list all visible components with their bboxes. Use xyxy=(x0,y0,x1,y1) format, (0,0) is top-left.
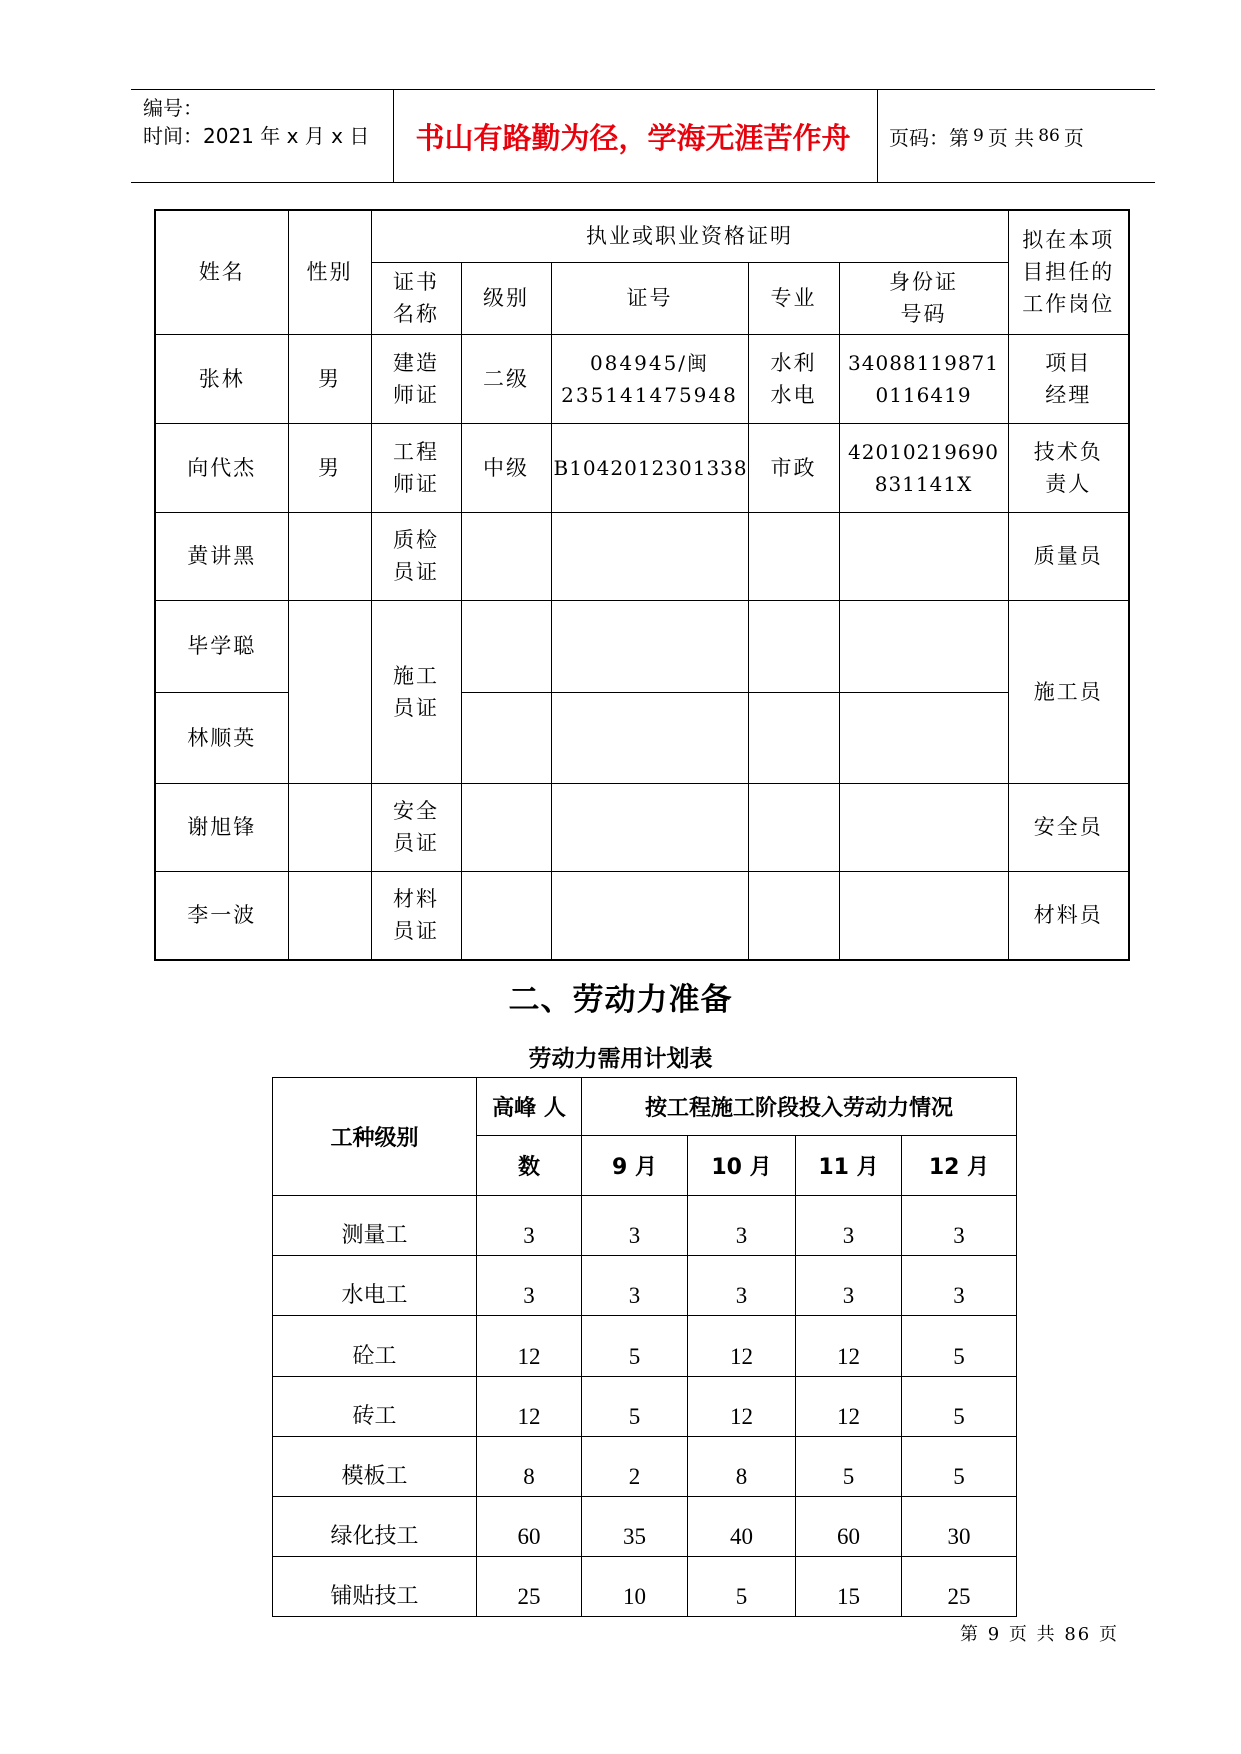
major-cell xyxy=(748,871,839,960)
header-level: 级别 xyxy=(461,262,551,334)
table-row xyxy=(155,871,1129,960)
table-row xyxy=(155,423,1129,512)
header-month: 11 月 xyxy=(796,1136,902,1196)
cert-cell: 施工员证 xyxy=(371,600,461,783)
id-line: 0116419 xyxy=(875,382,972,407)
level-cell xyxy=(461,600,551,692)
major-cell xyxy=(748,692,839,783)
table-row xyxy=(273,1316,1017,1376)
trade-cell: 测量工 xyxy=(273,1196,477,1256)
value-cell: 3 xyxy=(477,1256,582,1316)
id-cell xyxy=(839,512,1008,600)
page-suffix: 页 xyxy=(1063,125,1084,150)
header-month: 9 月 xyxy=(582,1136,688,1196)
cert-no-cell xyxy=(551,692,748,783)
position-cell: 项目经理 xyxy=(1008,334,1129,423)
table-row xyxy=(273,1196,1017,1256)
value-cell: 60 xyxy=(796,1496,902,1556)
value-cell: 60 xyxy=(477,1496,582,1556)
table-row xyxy=(155,600,1129,692)
id-cell xyxy=(839,692,1008,783)
serial-label: 编号： xyxy=(143,96,203,120)
id-line: 42010219690 xyxy=(848,439,1000,464)
name-cell: 张林 xyxy=(155,334,288,423)
cert-no-cell: B1042012301338 xyxy=(551,423,748,512)
position-cell: 安全员 xyxy=(1008,783,1129,871)
id-line: 34088119871 xyxy=(848,350,1000,375)
level-cell xyxy=(461,871,551,960)
labour-table-title: 劳动力需用计划表 xyxy=(528,1046,713,1072)
labour-table xyxy=(272,1077,1017,1617)
value-cell: 5 xyxy=(902,1376,1017,1436)
header-trade: 工种级别 xyxy=(273,1078,477,1196)
header-motto: 书山有路勤为径，学海无涯苦作舟 xyxy=(415,120,851,155)
table-row xyxy=(155,334,1129,423)
value-cell: 3 xyxy=(796,1196,902,1256)
gender-cell xyxy=(288,512,371,600)
time-label: 时间：2021 年 x 月 x 日 xyxy=(143,124,370,148)
value-cell: 3 xyxy=(688,1196,796,1256)
value-cell: 8 xyxy=(477,1436,582,1496)
value-cell: 25 xyxy=(902,1556,1017,1616)
value-cell: 12 xyxy=(796,1316,902,1376)
header-qualification: 执业或职业资格证明 xyxy=(371,210,1008,262)
gender-cell xyxy=(288,871,371,960)
value-cell: 5 xyxy=(902,1316,1017,1376)
major-cell: 市政 xyxy=(748,423,839,512)
header-cert-name: 证书名称 xyxy=(371,262,461,334)
value-cell: 8 xyxy=(688,1436,796,1496)
major-cell xyxy=(748,512,839,600)
value-cell: 5 xyxy=(582,1376,688,1436)
id-line: 831141X xyxy=(874,471,973,496)
gender-cell: 男 xyxy=(288,334,371,423)
personnel-table xyxy=(154,209,1130,961)
value-cell: 5 xyxy=(902,1436,1017,1496)
name-cell: 林顺英 xyxy=(155,692,288,783)
cert-cell: 工程师证 xyxy=(371,423,461,512)
value-cell: 35 xyxy=(582,1496,688,1556)
table-row xyxy=(155,512,1129,600)
position-cell: 材料员 xyxy=(1008,871,1129,960)
position-cell: 技术负责人 xyxy=(1008,423,1129,512)
name-cell: 谢旭锋 xyxy=(155,783,288,871)
trade-cell: 水电工 xyxy=(273,1256,477,1316)
value-cell: 30 xyxy=(902,1496,1017,1556)
table-row xyxy=(273,1556,1017,1616)
table-row xyxy=(273,1496,1017,1556)
major-cell xyxy=(748,600,839,692)
major-cell: 水利水电 xyxy=(748,334,839,423)
cert-cell: 安全员证 xyxy=(371,783,461,871)
header-peak-cont: 数 xyxy=(477,1136,582,1196)
name-cell: 黄讲黑 xyxy=(155,512,288,600)
name-cell: 毕学聪 xyxy=(155,600,288,692)
value-cell: 3 xyxy=(582,1256,688,1316)
page-footer: 第 9 页 共 86 页 xyxy=(960,1624,1119,1645)
table-row xyxy=(273,1256,1017,1316)
cert-no-line: 235141475948 xyxy=(561,382,738,407)
table-row xyxy=(155,783,1129,871)
level-cell xyxy=(461,692,551,783)
value-cell: 5 xyxy=(688,1556,796,1616)
cert-no-line: 084945/闽 xyxy=(589,350,710,375)
name-cell: 李一波 xyxy=(155,871,288,960)
gender-cell: 男 xyxy=(288,423,371,512)
value-cell: 40 xyxy=(688,1496,796,1556)
cert-no-cell xyxy=(551,334,748,423)
value-cell: 3 xyxy=(477,1196,582,1256)
page-total: 86 xyxy=(1038,126,1060,146)
cert-no-cell xyxy=(551,600,748,692)
cert-cell: 材料员证 xyxy=(371,871,461,960)
value-cell: 5 xyxy=(796,1436,902,1496)
trade-cell: 砼工 xyxy=(273,1316,477,1376)
section-title: 二、劳动力准备 xyxy=(508,982,733,1018)
value-cell: 25 xyxy=(477,1556,582,1616)
value-cell: 12 xyxy=(688,1316,796,1376)
value-cell: 3 xyxy=(902,1256,1017,1316)
value-cell: 12 xyxy=(477,1376,582,1436)
header-major: 专业 xyxy=(748,262,839,334)
id-cell xyxy=(839,423,1008,512)
value-cell: 3 xyxy=(688,1256,796,1316)
id-cell xyxy=(839,783,1008,871)
value-cell: 2 xyxy=(582,1436,688,1496)
trade-cell: 铺贴技工 xyxy=(273,1556,477,1616)
page-current: 9 xyxy=(973,126,984,146)
cert-cell: 质检员证 xyxy=(371,512,461,600)
cert-cell: 建造师证 xyxy=(371,334,461,423)
value-cell: 12 xyxy=(796,1376,902,1436)
id-cell xyxy=(839,871,1008,960)
trade-cell: 模板工 xyxy=(273,1436,477,1496)
value-cell: 12 xyxy=(688,1376,796,1436)
header-name: 姓名 xyxy=(155,210,288,334)
header-phase: 按工程施工阶段投入劳动力情况 xyxy=(582,1078,1017,1136)
level-cell: 二级 xyxy=(461,334,551,423)
position-cell: 施工员 xyxy=(1008,600,1129,783)
header-page-number xyxy=(877,90,1159,182)
value-cell: 15 xyxy=(796,1556,902,1616)
page-prefix: 页码：第 xyxy=(889,125,969,150)
value-cell: 3 xyxy=(582,1196,688,1256)
name-cell: 向代杰 xyxy=(155,423,288,512)
trade-cell: 绿化技工 xyxy=(273,1496,477,1556)
table-row xyxy=(273,1436,1017,1496)
cert-no-cell xyxy=(551,512,748,600)
position-cell: 质量员 xyxy=(1008,512,1129,600)
header-month: 10 月 xyxy=(688,1136,796,1196)
table-row xyxy=(273,1376,1017,1436)
level-cell xyxy=(461,512,551,600)
id-cell xyxy=(839,334,1008,423)
level-cell: 中级 xyxy=(461,423,551,512)
cert-no-cell xyxy=(551,783,748,871)
value-cell: 3 xyxy=(902,1196,1017,1256)
header-peak: 高峰 人 xyxy=(477,1078,582,1136)
value-cell: 12 xyxy=(477,1316,582,1376)
id-cell xyxy=(839,600,1008,692)
level-cell xyxy=(461,783,551,871)
header-id-no: 身份证号码 xyxy=(839,262,1008,334)
header-gender: 性别 xyxy=(288,210,371,334)
value-cell: 10 xyxy=(582,1556,688,1616)
major-cell xyxy=(748,783,839,871)
cert-no-cell xyxy=(551,871,748,960)
header-month: 12 月 xyxy=(902,1136,1017,1196)
page-middle: 页 共 xyxy=(987,125,1035,150)
header-meta xyxy=(143,94,393,150)
header-cert-no: 证号 xyxy=(551,262,748,334)
header-position: 拟在本项目担任的工作岗位 xyxy=(1008,210,1129,334)
value-cell: 3 xyxy=(796,1256,902,1316)
page-header xyxy=(131,89,1155,183)
gender-cell xyxy=(288,600,371,783)
gender-cell xyxy=(288,783,371,871)
trade-cell: 砖工 xyxy=(273,1376,477,1436)
value-cell: 5 xyxy=(582,1316,688,1376)
